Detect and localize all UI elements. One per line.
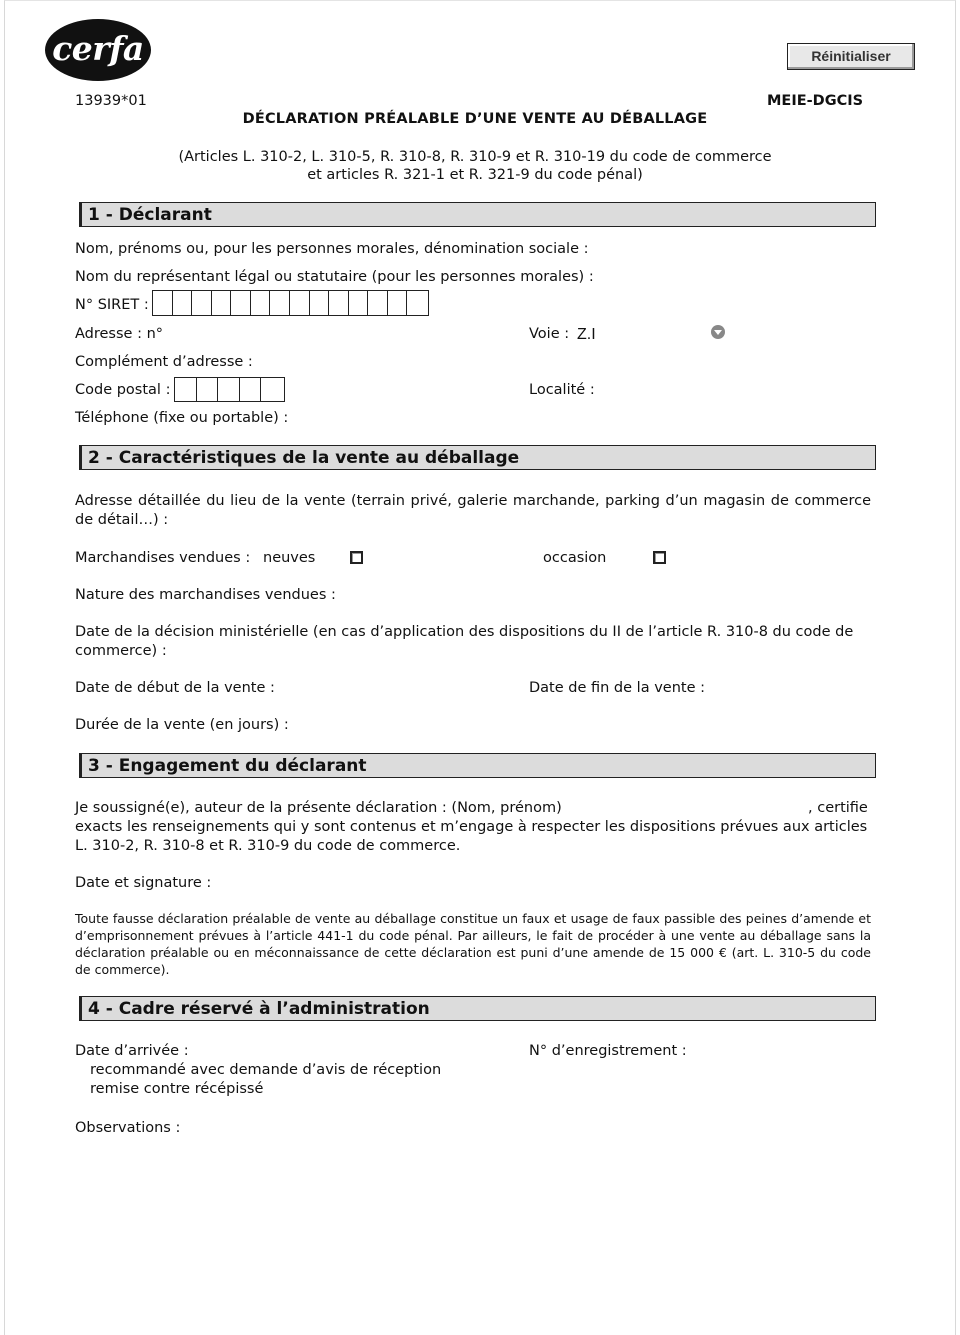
- siret-digit-box[interactable]: [407, 291, 427, 315]
- dropdown-arrow-icon[interactable]: [711, 325, 725, 339]
- commitment-text-part1: Je soussigné(e), auteur de la présente déclaration : (Nom, prénom): [75, 800, 562, 816]
- siret-digit-box[interactable]: [290, 291, 310, 315]
- form-title: DÉCLARATION PRÉALABLE D’UNE VENTE AU DÉBALLAGE: [242, 111, 708, 127]
- postal-code-digit-box[interactable]: [261, 378, 283, 401]
- postal-code-digit-box[interactable]: [218, 378, 240, 401]
- siret-digit-box[interactable]: [153, 291, 173, 315]
- siret-digit-box[interactable]: [329, 291, 349, 315]
- goods-sold-label: Marchandises vendues :: [75, 550, 251, 566]
- siret-digit-box[interactable]: [251, 291, 271, 315]
- registration-number-label: N° d’enregistrement :: [529, 1043, 687, 1059]
- section-2-header: [79, 445, 876, 470]
- new-goods-label: neuves: [263, 550, 316, 566]
- agency-code: MEIE-DGCIS: [767, 93, 864, 109]
- legal-reference-line1: (Articles L. 310-2, L. 310-5, R. 310-8, R. 310-9 et R. 310-19 du code de commerce: [178, 149, 772, 165]
- siret-digit-box[interactable]: [231, 291, 251, 315]
- option-registered-mail: recommandé avec demande d’avis de réception: [90, 1062, 442, 1078]
- legal-warning: Toute fausse déclaration préalable de vente au déballage constitue un faux et usage de faux passible des peines d’amende et d’emprisonnement prévues à l’article 441-1 du code pénal. Par ailleurs, le fait de procéder à une vente au déballage sans la déclaration préalable ou en méconnaissance de cette déclaration est puni d’une amende de 15 000 € (art. L. 310-5 du code de commerce).: [75, 911, 871, 977]
- address-complement-label: Complément d’adresse :: [75, 354, 253, 370]
- ministerial-decision-label: Date de la décision ministérielle (en cas d’application des dispositions du II de l’article R. 310-8 du code de commerce) :: [75, 624, 854, 659]
- commitment-text-part3: exacts les renseignements qui y sont contenus et m’engage à respecter les dispositions prévues aux articles L. 310-2, R. 310-8 et R. 310-9 du code de commerce.: [75, 819, 868, 854]
- siret-digit-box[interactable]: [212, 291, 232, 315]
- arrival-date-label: Date d’arrivée :: [75, 1043, 189, 1059]
- phone-label: Téléphone (fixe ou portable) :: [75, 410, 289, 426]
- new-goods-checkbox[interactable]: [350, 551, 363, 564]
- postal-code-digit-box[interactable]: [175, 378, 197, 401]
- section-1-header: [79, 202, 876, 227]
- address-number-label: Adresse : n°: [75, 326, 164, 342]
- used-goods-checkbox[interactable]: [653, 551, 666, 564]
- cerfa-logo: cerfa: [45, 19, 151, 81]
- siret-input[interactable]: [152, 290, 429, 316]
- section-1-title: 1 - Déclarant: [88, 205, 212, 225]
- section-3-title: 3 - Engagement du déclarant: [88, 756, 367, 776]
- start-date-label: Date de début de la vente :: [75, 680, 275, 696]
- locality-label: Localité :: [529, 382, 595, 398]
- end-date-label: Date de fin de la vente :: [529, 680, 705, 696]
- postal-code-label: Code postal :: [75, 382, 171, 398]
- form-page: [4, 0, 956, 1335]
- sale-address-label: Adresse détaillée du lieu de la vente (terrain privé, galerie marchande, parking d’un magasin de commerce de détail…) :: [75, 493, 871, 528]
- date-signature-label: Date et signature :: [75, 875, 212, 891]
- legal-reference-line2: et articles R. 321-1 et R. 321-9 du code pénal): [307, 167, 643, 183]
- duration-label: Durée de la vente (en jours) :: [75, 717, 289, 733]
- siret-digit-box[interactable]: [310, 291, 330, 315]
- voie-label: Voie :: [529, 326, 570, 342]
- used-goods-label: occasion: [543, 550, 607, 566]
- goods-nature-label: Nature des marchandises vendues :: [75, 587, 336, 603]
- siret-digit-box[interactable]: [192, 291, 212, 315]
- name-label: Nom, prénoms ou, pour les personnes morales, dénomination sociale :: [75, 241, 589, 257]
- section-2-title: 2 - Caractéristiques de la vente au déballage: [88, 448, 520, 468]
- postal-code-input[interactable]: [174, 377, 285, 402]
- voie-select[interactable]: Z.I: [577, 326, 596, 343]
- form-number: 13939*01: [75, 93, 147, 109]
- reset-button[interactable]: Réinitialiser: [787, 43, 915, 70]
- section-3-header: [79, 753, 876, 778]
- siret-digit-box[interactable]: [349, 291, 369, 315]
- siret-label: N° SIRET :: [75, 297, 149, 313]
- section-4-title: 4 - Cadre réservé à l’administration: [88, 999, 430, 1019]
- siret-digit-box[interactable]: [173, 291, 193, 315]
- siret-digit-box[interactable]: [388, 291, 408, 315]
- siret-digit-box[interactable]: [270, 291, 290, 315]
- observations-label: Observations :: [75, 1120, 181, 1136]
- postal-code-digit-box[interactable]: [197, 378, 219, 401]
- legal-rep-label: Nom du représentant légal ou statutaire (pour les personnes morales) :: [75, 269, 594, 285]
- commitment-text-part2: , certifie: [808, 800, 868, 816]
- postal-code-digit-box[interactable]: [240, 378, 262, 401]
- option-receipt: remise contre récépissé: [90, 1081, 264, 1097]
- section-4-header: [79, 996, 876, 1021]
- siret-digit-box[interactable]: [368, 291, 388, 315]
